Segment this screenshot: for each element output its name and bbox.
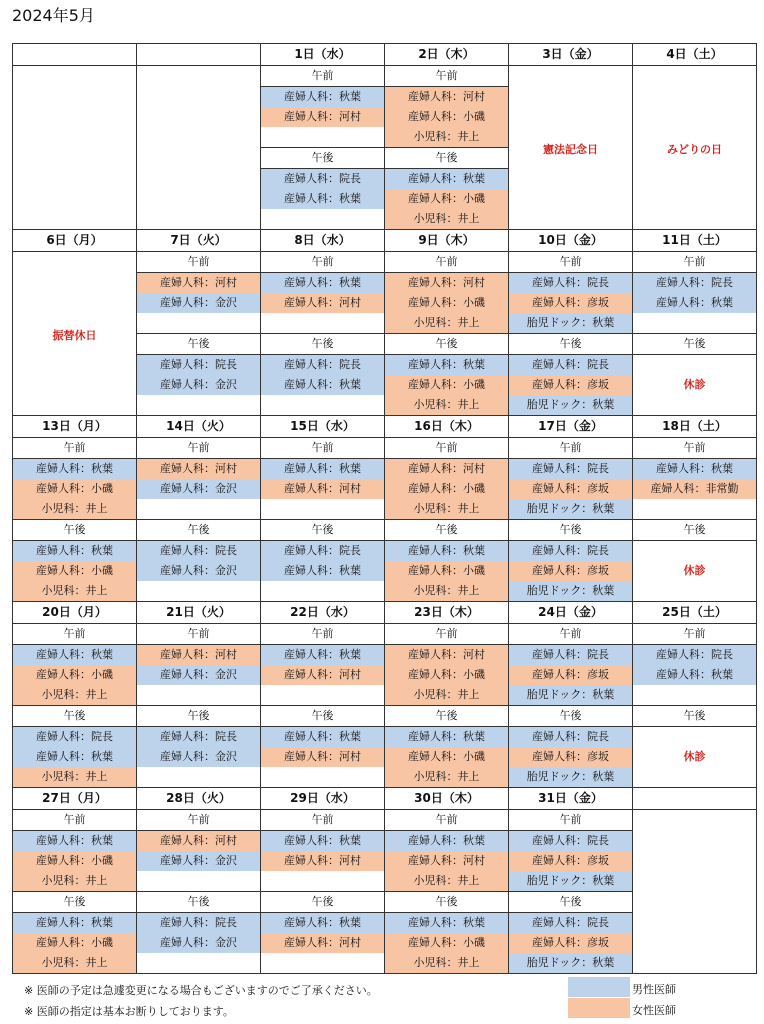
doctor-slot: 産婦人科：彦坂 — [509, 479, 632, 499]
doctor-slot: 産婦人科：小磯 — [385, 107, 508, 127]
doctor-slot: 産婦人科：秋葉 — [385, 831, 508, 851]
day-schedule-cell — [137, 810, 261, 974]
doctor-slot: 産婦人科：河村 — [137, 645, 260, 665]
doctor-slot — [261, 871, 384, 891]
am-label: 午前 — [137, 624, 260, 645]
doctor-slot: 産婦人科：小磯 — [13, 665, 136, 685]
am-label: 午前 — [137, 252, 260, 273]
doctor-slot: 産婦人科：金沢 — [137, 293, 260, 313]
doctor-slot: 産婦人科：秋葉 — [633, 665, 756, 685]
day-header: 1日（水） — [261, 44, 385, 66]
doctor-slot: 産婦人科：河村 — [261, 665, 384, 685]
doctor-slot: 産婦人科：非常勤 — [633, 479, 756, 499]
day-header: 31日（金） — [509, 788, 633, 810]
doctor-slot: 産婦人科：小磯 — [13, 479, 136, 499]
doctor-slot — [261, 127, 384, 147]
doctor-slot — [261, 581, 384, 601]
doctor-slot: 産婦人科：金沢 — [137, 561, 260, 581]
doctor-slot: 産婦人科：秋葉 — [13, 747, 136, 767]
doctor-slot: 産婦人科：院長 — [509, 355, 632, 375]
doctor-slot: 産婦人科：院長 — [633, 273, 756, 293]
holiday-name: 憲法記念日 — [543, 143, 598, 156]
legend-female-swatch — [568, 998, 630, 1018]
doctor-slot: 産婦人科：河村 — [385, 645, 508, 665]
doctor-slot: 小児科：井上 — [13, 767, 136, 787]
pm-label: 午後 — [633, 519, 756, 541]
doctor-slot: 産婦人科：小磯 — [385, 561, 508, 581]
doctor-slot: 産婦人科：秋葉 — [261, 561, 384, 581]
legend-male-swatch — [568, 977, 630, 997]
doctor-slot: 産婦人科：小磯 — [13, 933, 136, 953]
doctor-slot: 産婦人科：河村 — [385, 87, 508, 107]
pm-label: 午後 — [385, 705, 508, 727]
week-body-row — [13, 624, 757, 788]
note-no-doctor-request: ※ 医師の指定は基本お断りしております。 — [24, 1005, 234, 1018]
pm-label: 午後 — [385, 891, 508, 913]
doctor-slot: 産婦人科：院長 — [261, 169, 384, 189]
am-label: 午前 — [261, 810, 384, 831]
day-header: 7日（火） — [137, 230, 261, 252]
doctor-slot: 小児科：井上 — [13, 581, 136, 601]
day-schedule-cell — [261, 252, 385, 416]
doctor-slot: 小児科：井上 — [385, 499, 508, 519]
doctor-slot: 小児科：井上 — [385, 313, 508, 333]
doctor-slot: 産婦人科：河村 — [261, 933, 384, 953]
doctor-slot: 産婦人科：河村 — [137, 831, 260, 851]
am-label: 午前 — [261, 252, 384, 273]
day-header: 10日（金） — [509, 230, 633, 252]
pm-label: 午後 — [261, 519, 384, 541]
pm-label: 午後 — [261, 333, 384, 355]
doctor-slot: 産婦人科：院長 — [13, 727, 136, 747]
pm-label: 午後 — [509, 333, 632, 355]
am-label: 午前 — [385, 66, 508, 87]
week-body-row — [13, 438, 757, 602]
doctor-slot — [261, 395, 384, 415]
doctor-slot: 産婦人科：金沢 — [137, 933, 260, 953]
doctor-slot: 産婦人科：秋葉 — [13, 913, 136, 933]
holiday-name: 振替休日 — [52, 329, 97, 342]
pm-label: 午後 — [13, 519, 136, 541]
doctor-slot: 産婦人科：彦坂 — [509, 665, 632, 685]
day-schedule-cell — [385, 66, 509, 230]
day-schedule-cell — [261, 438, 385, 602]
doctor-slot: 胎児ドック：秋葉 — [509, 499, 632, 519]
doctor-slot: 産婦人科：秋葉 — [261, 375, 384, 395]
am-label: 午前 — [13, 438, 136, 459]
day-schedule-cell — [137, 624, 261, 788]
doctor-slot: 産婦人科：金沢 — [137, 479, 260, 499]
doctor-slot: 産婦人科：金沢 — [137, 665, 260, 685]
doctor-slot — [137, 767, 260, 787]
day-schedule-cell — [261, 624, 385, 788]
empty-cell — [137, 66, 261, 230]
doctor-slot — [137, 685, 260, 705]
pm-label: 午後 — [385, 519, 508, 541]
doctor-slot: 産婦人科：小磯 — [385, 479, 508, 499]
doctor-slot: 小児科：井上 — [13, 871, 136, 891]
doctor-slot: 小児科：井上 — [385, 871, 508, 891]
am-label: 午前 — [385, 438, 508, 459]
day-header: 18日（土） — [633, 416, 757, 438]
doctor-slot: 産婦人科：秋葉 — [385, 355, 508, 375]
doctor-slot: 産婦人科：小磯 — [385, 665, 508, 685]
doctor-slot: 産婦人科：院長 — [509, 727, 632, 747]
page-title: 2024年5月 — [12, 6, 95, 25]
pm-label: 午後 — [137, 333, 260, 355]
doctor-slot — [633, 313, 756, 333]
doctor-slot: 産婦人科：小磯 — [13, 561, 136, 581]
doctor-slot: 産婦人科：河村 — [137, 459, 260, 479]
day-schedule-cell — [13, 438, 137, 602]
doctor-slot: 産婦人科：彦坂 — [509, 375, 632, 395]
doctor-slot: 産婦人科：秋葉 — [13, 645, 136, 665]
am-label: 午前 — [261, 438, 384, 459]
pm-label: 午後 — [13, 705, 136, 727]
doctor-slot: 産婦人科：河村 — [261, 293, 384, 313]
day-header: 13日（月） — [13, 416, 137, 438]
doctor-slot: 産婦人科：河村 — [385, 273, 508, 293]
day-schedule-cell — [13, 810, 137, 974]
pm-label: 午後 — [509, 519, 632, 541]
doctor-slot: 小児科：井上 — [385, 209, 508, 229]
doctor-slot: 産婦人科：院長 — [137, 541, 260, 561]
doctor-slot: 小児科：井上 — [385, 685, 508, 705]
doctor-slot: 産婦人科：院長 — [261, 355, 384, 375]
am-label: 午前 — [261, 66, 384, 87]
doctor-slot: 産婦人科：秋葉 — [13, 459, 136, 479]
doctor-slot: 産婦人科：河村 — [261, 107, 384, 127]
day-schedule-cell — [509, 810, 633, 974]
doctor-slot: 産婦人科：秋葉 — [633, 459, 756, 479]
day-header: 27日（月） — [13, 788, 137, 810]
day-header: 30日（木） — [385, 788, 509, 810]
am-label: 午前 — [633, 438, 756, 459]
pm-label: 午後 — [137, 519, 260, 541]
day-schedule-cell — [509, 252, 633, 416]
doctor-slot — [261, 499, 384, 519]
doctor-slot: 産婦人科：院長 — [137, 913, 260, 933]
doctor-slot — [137, 499, 260, 519]
day-header: 3日（金） — [509, 44, 633, 66]
doctor-slot: 産婦人科：院長 — [137, 727, 260, 747]
doctor-slot: 産婦人科：秋葉 — [261, 273, 384, 293]
pm-label: 午後 — [261, 705, 384, 727]
doctor-slot: 産婦人科：秋葉 — [13, 831, 136, 851]
doctor-slot: 産婦人科：小磯 — [385, 747, 508, 767]
week-body-row — [13, 252, 757, 416]
holiday-cell — [509, 66, 633, 230]
doctor-slot: 産婦人科：秋葉 — [261, 87, 384, 107]
doctor-slot: 産婦人科：小磯 — [385, 933, 508, 953]
week-header-row — [13, 416, 757, 438]
doctor-slot: 産婦人科：秋葉 — [385, 541, 508, 561]
day-header: 22日（水） — [261, 602, 385, 624]
doctor-slot: 産婦人科：河村 — [261, 851, 384, 871]
doctor-slot — [633, 685, 756, 705]
day-schedule-cell — [261, 66, 385, 230]
doctor-slot: 産婦人科：河村 — [137, 273, 260, 293]
day-header: 23日（木） — [385, 602, 509, 624]
am-label: 午前 — [509, 252, 632, 273]
doctor-slot: 産婦人科：彦坂 — [509, 293, 632, 313]
doctor-slot: 産婦人科：河村 — [261, 747, 384, 767]
holiday-cell — [13, 252, 137, 416]
doctor-slot: 胎児ドック：秋葉 — [509, 313, 632, 333]
pm-label: 午後 — [633, 333, 756, 355]
holiday-cell — [633, 66, 757, 230]
doctor-slot: 胎児ドック：秋葉 — [509, 685, 632, 705]
doctor-slot: 産婦人科：秋葉 — [385, 913, 508, 933]
doctor-slot — [633, 499, 756, 519]
am-label: 午前 — [509, 624, 632, 645]
pm-label: 午後 — [509, 705, 632, 727]
doctor-slot: 産婦人科：秋葉 — [261, 727, 384, 747]
doctor-slot — [261, 953, 384, 973]
day-schedule-cell — [633, 252, 757, 416]
doctor-slot: 胎児ドック：秋葉 — [509, 395, 632, 415]
doctor-slot — [261, 209, 384, 229]
doctor-slot — [137, 581, 260, 601]
schedule-calendar — [12, 43, 757, 974]
day-schedule-cell — [509, 438, 633, 602]
doctor-slot — [137, 871, 260, 891]
pm-label: 午後 — [633, 705, 756, 727]
doctor-slot: 産婦人科：小磯 — [385, 293, 508, 313]
day-header: 4日（土） — [633, 44, 757, 66]
doctor-slot — [261, 313, 384, 333]
am-label: 午前 — [137, 810, 260, 831]
doctor-slot: 産婦人科：院長 — [261, 541, 384, 561]
day-header: 17日（金） — [509, 416, 633, 438]
doctor-slot: 産婦人科：秋葉 — [633, 293, 756, 313]
day-schedule-cell — [385, 438, 509, 602]
doctor-slot: 産婦人科：彦坂 — [509, 747, 632, 767]
doctor-slot: 小児科：井上 — [13, 499, 136, 519]
pm-label: 午後 — [137, 705, 260, 727]
day-schedule-cell — [13, 624, 137, 788]
empty-cell — [633, 810, 757, 974]
pm-label: 午後 — [261, 147, 384, 169]
doctor-slot: 産婦人科：院長 — [137, 355, 260, 375]
closed-label: 休診 — [683, 750, 706, 763]
doctor-slot — [137, 395, 260, 415]
am-label: 午前 — [509, 438, 632, 459]
legend-female-label: 女性医師 — [632, 1004, 676, 1017]
doctor-slot: 小児科：井上 — [385, 581, 508, 601]
pm-label: 午後 — [13, 891, 136, 913]
pm-label: 午後 — [385, 147, 508, 169]
doctor-slot: 産婦人科：河村 — [385, 851, 508, 871]
day-schedule-cell — [633, 624, 757, 788]
day-schedule-cell — [633, 438, 757, 602]
day-header: 20日（月） — [13, 602, 137, 624]
empty-cell — [13, 66, 137, 230]
day-schedule-cell — [137, 252, 261, 416]
doctor-slot: 産婦人科：院長 — [509, 459, 632, 479]
day-header: 25日（土） — [633, 602, 757, 624]
doctor-slot: 産婦人科：院長 — [509, 645, 632, 665]
day-header: 28日（火） — [137, 788, 261, 810]
doctor-slot — [261, 767, 384, 787]
doctor-slot: 産婦人科：彦坂 — [509, 561, 632, 581]
doctor-slot: 産婦人科：金沢 — [137, 851, 260, 871]
day-header: 21日（火） — [137, 602, 261, 624]
week-header-row — [13, 230, 757, 252]
am-label: 午前 — [385, 252, 508, 273]
doctor-slot — [261, 685, 384, 705]
doctor-slot: 産婦人科：院長 — [509, 913, 632, 933]
doctor-slot: 産婦人科：秋葉 — [385, 169, 508, 189]
doctor-slot: 小児科：井上 — [13, 685, 136, 705]
doctor-slot: 産婦人科：河村 — [385, 459, 508, 479]
am-label: 午前 — [137, 438, 260, 459]
day-header — [137, 44, 261, 66]
doctor-slot: 産婦人科：金沢 — [137, 747, 260, 767]
doctor-slot: 産婦人科：秋葉 — [385, 727, 508, 747]
doctor-slot: 小児科：井上 — [385, 953, 508, 973]
am-label: 午前 — [633, 624, 756, 645]
day-header — [13, 44, 137, 66]
day-header: 6日（月） — [13, 230, 137, 252]
week-body-row — [13, 66, 757, 230]
closed-label: 休診 — [683, 564, 706, 577]
doctor-slot: 胎児ドック：秋葉 — [509, 953, 632, 973]
doctor-slot: 産婦人科：秋葉 — [261, 459, 384, 479]
doctor-slot: 小児科：井上 — [385, 395, 508, 415]
doctor-slot: 産婦人科：秋葉 — [13, 541, 136, 561]
doctor-slot: 産婦人科：彦坂 — [509, 933, 632, 953]
day-header: 8日（水） — [261, 230, 385, 252]
week-body-row — [13, 810, 757, 974]
day-header: 16日（木） — [385, 416, 509, 438]
day-header: 2日（木） — [385, 44, 509, 66]
day-schedule-cell — [509, 624, 633, 788]
doctor-slot: 胎児ドック：秋葉 — [509, 767, 632, 787]
week-header-row — [13, 44, 757, 66]
doctor-slot: 産婦人科：小磯 — [385, 189, 508, 209]
week-header-row — [13, 788, 757, 810]
doctor-slot: 産婦人科：小磯 — [13, 851, 136, 871]
pm-label: 午後 — [385, 333, 508, 355]
day-schedule-cell — [261, 810, 385, 974]
note-schedule-change: ※ 医師の予定は急遽変更になる場合もございますのでご了承ください。 — [24, 984, 378, 997]
day-header: 29日（水） — [261, 788, 385, 810]
am-label: 午前 — [261, 624, 384, 645]
doctor-slot: 小児科：井上 — [385, 767, 508, 787]
pm-label: 午後 — [261, 891, 384, 913]
pm-label: 午後 — [137, 891, 260, 913]
day-header: 11日（土） — [633, 230, 757, 252]
legend-male-label: 男性医師 — [632, 983, 676, 996]
doctor-slot: 産婦人科：秋葉 — [261, 189, 384, 209]
doctor-slot: 産婦人科：秋葉 — [261, 645, 384, 665]
am-label: 午前 — [509, 810, 632, 831]
day-schedule-cell — [385, 810, 509, 974]
day-schedule-cell — [137, 438, 261, 602]
am-label: 午前 — [385, 810, 508, 831]
doctor-slot: 産婦人科：院長 — [509, 541, 632, 561]
day-schedule-cell — [385, 252, 509, 416]
day-header: 15日（水） — [261, 416, 385, 438]
doctor-slot: 産婦人科：小磯 — [385, 375, 508, 395]
doctor-slot: 小児科：井上 — [385, 127, 508, 147]
doctor-slot: 産婦人科：院長 — [509, 273, 632, 293]
day-header: 14日（火） — [137, 416, 261, 438]
day-header — [633, 788, 757, 810]
doctor-slot: 胎児ドック：秋葉 — [509, 871, 632, 891]
day-schedule-cell — [385, 624, 509, 788]
pm-label: 午後 — [509, 891, 632, 913]
am-label: 午前 — [633, 252, 756, 273]
doctor-slot: 産婦人科：彦坂 — [509, 851, 632, 871]
doctor-slot: 産婦人科：院長 — [509, 831, 632, 851]
doctor-slot: 産婦人科：河村 — [261, 479, 384, 499]
week-header-row — [13, 602, 757, 624]
am-label: 午前 — [385, 624, 508, 645]
doctor-slot: 産婦人科：金沢 — [137, 375, 260, 395]
day-header: 24日（金） — [509, 602, 633, 624]
closed-label: 休診 — [683, 378, 706, 391]
doctor-slot: 産婦人科：秋葉 — [261, 831, 384, 851]
am-label: 午前 — [13, 624, 136, 645]
doctor-slot: 小児科：井上 — [13, 953, 136, 973]
doctor-slot: 産婦人科：秋葉 — [261, 913, 384, 933]
am-label: 午前 — [13, 810, 136, 831]
doctor-slot — [137, 953, 260, 973]
day-header: 9日（木） — [385, 230, 509, 252]
doctor-slot — [137, 313, 260, 333]
doctor-slot: 胎児ドック：秋葉 — [509, 581, 632, 601]
holiday-name: みどりの日 — [667, 143, 722, 156]
doctor-slot: 産婦人科：院長 — [633, 645, 756, 665]
